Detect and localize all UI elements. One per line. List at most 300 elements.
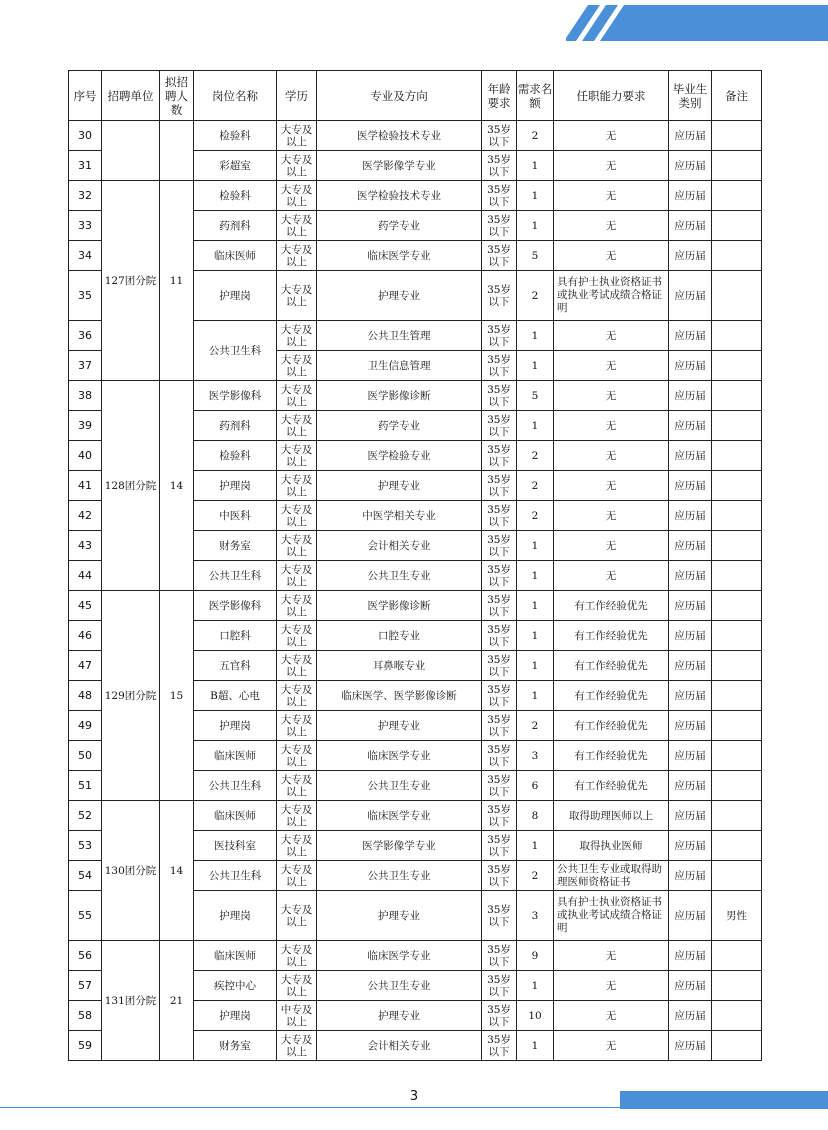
- row-edu: 大专及以上: [277, 411, 317, 441]
- row-seq: 40: [69, 441, 102, 471]
- row-category: 应历届: [669, 501, 712, 531]
- row-unit: 129团分院: [102, 591, 160, 801]
- row-post: 彩超室: [194, 151, 277, 181]
- row-seq: 57: [69, 971, 102, 1001]
- row-requirement: 无: [554, 941, 669, 971]
- row-category: 应历届: [669, 891, 712, 941]
- row-unit: 128团分院: [102, 381, 160, 591]
- row-major: 公共卫生专业: [317, 971, 482, 1001]
- row-post: 财务室: [194, 1031, 277, 1061]
- row-note: [712, 591, 762, 621]
- row-major: 临床医学专业: [317, 801, 482, 831]
- row-edu: 大专及以上: [277, 351, 317, 381]
- row-edu: 大专及以上: [277, 151, 317, 181]
- row-category: 应历届: [669, 211, 712, 241]
- row-post: 临床医师: [194, 741, 277, 771]
- row-unit: 130团分院: [102, 801, 160, 941]
- row-quota: 2: [517, 471, 554, 501]
- row-requirement: 无: [554, 151, 669, 181]
- row-category: 应历届: [669, 121, 712, 151]
- row-edu: 大专及以上: [277, 1031, 317, 1061]
- row-quota: 1: [517, 591, 554, 621]
- row-seq: 30: [69, 121, 102, 151]
- row-edu: 大专及以上: [277, 531, 317, 561]
- header-requirement: 任职能力要求: [554, 71, 669, 121]
- row-seq: 33: [69, 211, 102, 241]
- row-quota: 6: [517, 771, 554, 801]
- row-note: [712, 351, 762, 381]
- row-seq: 51: [69, 771, 102, 801]
- row-edu: 大专及以上: [277, 711, 317, 741]
- row-note: [712, 181, 762, 211]
- row-requirement: 公共卫生专业或取得助理医师资格证书: [554, 861, 669, 891]
- row-edu: 大专及以上: [277, 741, 317, 771]
- row-requirement: 无: [554, 501, 669, 531]
- row-edu: 大专及以上: [277, 801, 317, 831]
- row-requirement: 有工作经验优先: [554, 651, 669, 681]
- row-note: [712, 321, 762, 351]
- row-requirement: 取得执业医师: [554, 831, 669, 861]
- header-edu: 学历: [277, 71, 317, 121]
- row-requirement: 无: [554, 471, 669, 501]
- row-category: 应历届: [669, 471, 712, 501]
- row-requirement: 无: [554, 531, 669, 561]
- row-age: 35岁以下: [482, 1001, 517, 1031]
- footer-rule: [0, 1107, 828, 1108]
- table-row: [69, 381, 762, 411]
- row-major: 医学检验技术专业: [317, 121, 482, 151]
- row-major: 医学影像学专业: [317, 831, 482, 861]
- row-major: 药学专业: [317, 411, 482, 441]
- row-age: 35岁以下: [482, 211, 517, 241]
- row-edu: 大专及以上: [277, 861, 317, 891]
- row-category: 应历届: [669, 711, 712, 741]
- row-quota: 1: [517, 651, 554, 681]
- row-category: 应历届: [669, 411, 712, 441]
- row-post: 护理岗: [194, 891, 277, 941]
- header-age: 年龄要求: [482, 71, 517, 121]
- row-note: [712, 561, 762, 591]
- table-row: [69, 801, 762, 831]
- row-quota: 1: [517, 411, 554, 441]
- row-post: 护理岗: [194, 271, 277, 321]
- row-requirement: 有工作经验优先: [554, 741, 669, 771]
- row-requirement: 有工作经验优先: [554, 591, 669, 621]
- row-count: 11: [160, 181, 194, 381]
- row-edu: 大专及以上: [277, 941, 317, 971]
- row-edu: 大专及以上: [277, 271, 317, 321]
- row-post: B超、心电: [194, 681, 277, 711]
- row-note: [712, 941, 762, 971]
- row-edu: 大专及以上: [277, 681, 317, 711]
- row-seq: 36: [69, 321, 102, 351]
- row-seq: 46: [69, 621, 102, 651]
- row-category: 应历届: [669, 241, 712, 271]
- row-seq: 44: [69, 561, 102, 591]
- row-quota: 3: [517, 891, 554, 941]
- row-seq: 53: [69, 831, 102, 861]
- row-quota: 2: [517, 501, 554, 531]
- row-edu: 大专及以上: [277, 561, 317, 591]
- row-post: 财务室: [194, 531, 277, 561]
- row-note: [712, 621, 762, 651]
- row-category: 应历届: [669, 681, 712, 711]
- row-age: 35岁以下: [482, 471, 517, 501]
- table-body: [69, 121, 762, 1061]
- row-post: 护理岗: [194, 711, 277, 741]
- header-category: 毕业生类别: [669, 71, 712, 121]
- row-note: [712, 771, 762, 801]
- row-seq: 37: [69, 351, 102, 381]
- row-seq: 45: [69, 591, 102, 621]
- row-category: 应历届: [669, 651, 712, 681]
- row-note: [712, 411, 762, 441]
- row-quota: 1: [517, 1031, 554, 1061]
- row-seq: 48: [69, 681, 102, 711]
- row-quota: 3: [517, 741, 554, 771]
- row-major: 临床医学专业: [317, 941, 482, 971]
- row-edu: 大专及以上: [277, 831, 317, 861]
- row-note: [712, 441, 762, 471]
- row-age: 35岁以下: [482, 151, 517, 181]
- row-seq: 55: [69, 891, 102, 941]
- row-count: [160, 121, 194, 181]
- row-major: 会计相关专业: [317, 531, 482, 561]
- row-note: [712, 651, 762, 681]
- row-note: [712, 241, 762, 271]
- row-post: 医技科室: [194, 831, 277, 861]
- row-post: 临床医师: [194, 241, 277, 271]
- row-seq: 35: [69, 271, 102, 321]
- row-age: 35岁以下: [482, 321, 517, 351]
- row-post: 药剂科: [194, 211, 277, 241]
- row-note: [712, 1031, 762, 1061]
- row-seq: 59: [69, 1031, 102, 1061]
- row-note: [712, 121, 762, 151]
- row-note: [712, 531, 762, 561]
- row-quota: 2: [517, 271, 554, 321]
- row-count: 14: [160, 381, 194, 591]
- row-edu: 大专及以上: [277, 971, 317, 1001]
- row-quota: 1: [517, 831, 554, 861]
- row-requirement: 无: [554, 211, 669, 241]
- row-requirement: 无: [554, 241, 669, 271]
- recruitment-table-container: [68, 70, 761, 1061]
- row-post: 医学影像科: [194, 381, 277, 411]
- row-requirement: 有工作经验优先: [554, 621, 669, 651]
- row-major: 护理专业: [317, 471, 482, 501]
- row-requirement: 无: [554, 181, 669, 211]
- row-category: 应历届: [669, 741, 712, 771]
- row-post: 五官科: [194, 651, 277, 681]
- row-quota: 2: [517, 711, 554, 741]
- row-seq: 52: [69, 801, 102, 831]
- recruitment-table: [68, 70, 762, 1061]
- row-edu: 大专及以上: [277, 891, 317, 941]
- header-note: 备注: [712, 71, 762, 121]
- row-category: 应历届: [669, 941, 712, 971]
- row-major: 护理专业: [317, 1001, 482, 1031]
- row-unit: [102, 121, 160, 181]
- row-seq: 56: [69, 941, 102, 971]
- row-note: [712, 471, 762, 501]
- row-category: 应历届: [669, 561, 712, 591]
- row-major: 医学检验专业: [317, 441, 482, 471]
- row-quota: 1: [517, 561, 554, 591]
- row-age: 35岁以下: [482, 681, 517, 711]
- row-major: 会计相关专业: [317, 1031, 482, 1061]
- row-edu: 大专及以上: [277, 321, 317, 351]
- row-edu: 大专及以上: [277, 471, 317, 501]
- row-category: 应历届: [669, 771, 712, 801]
- header-count: 拟招聘人数: [160, 71, 194, 121]
- row-unit: 127团分院: [102, 181, 160, 381]
- row-post: 公共卫生科: [194, 561, 277, 591]
- row-requirement: 无: [554, 971, 669, 1001]
- row-age: 35岁以下: [482, 941, 517, 971]
- row-category: 应历届: [669, 381, 712, 411]
- row-major: 公共卫生专业: [317, 561, 482, 591]
- row-edu: 大专及以上: [277, 181, 317, 211]
- row-seq: 31: [69, 151, 102, 181]
- row-category: 应历届: [669, 831, 712, 861]
- header-unit: 招聘单位: [102, 71, 160, 121]
- row-seq: 50: [69, 741, 102, 771]
- row-category: 应历届: [669, 151, 712, 181]
- row-seq: 32: [69, 181, 102, 211]
- row-note: [712, 861, 762, 891]
- row-quota: 9: [517, 941, 554, 971]
- row-category: 应历届: [669, 351, 712, 381]
- row-age: 35岁以下: [482, 501, 517, 531]
- row-age: 35岁以下: [482, 121, 517, 151]
- row-major: 公共卫生专业: [317, 861, 482, 891]
- row-major: 临床医学专业: [317, 741, 482, 771]
- table-header-row: [69, 71, 762, 121]
- row-edu: 大专及以上: [277, 241, 317, 271]
- row-major: 临床医学、医学影像诊断: [317, 681, 482, 711]
- row-note: [712, 381, 762, 411]
- row-post: 护理岗: [194, 1001, 277, 1031]
- row-major: 口腔专业: [317, 621, 482, 651]
- row-quota: 2: [517, 441, 554, 471]
- row-age: 35岁以下: [482, 861, 517, 891]
- header-major: 专业及方向: [317, 71, 482, 121]
- row-age: 35岁以下: [482, 441, 517, 471]
- row-quota: 1: [517, 971, 554, 1001]
- row-note: [712, 1001, 762, 1031]
- row-category: 应历届: [669, 531, 712, 561]
- row-requirement: 无: [554, 321, 669, 351]
- row-post: 检验科: [194, 441, 277, 471]
- table-row: [69, 181, 762, 211]
- row-note: [712, 971, 762, 1001]
- row-requirement: 无: [554, 1001, 669, 1031]
- row-requirement: 无: [554, 351, 669, 381]
- row-requirement: 有工作经验优先: [554, 771, 669, 801]
- row-major: 医学影像诊断: [317, 381, 482, 411]
- row-category: 应历届: [669, 271, 712, 321]
- row-major: 医学检验技术专业: [317, 181, 482, 211]
- row-post: 护理岗: [194, 471, 277, 501]
- row-quota: 1: [517, 211, 554, 241]
- row-quota: 10: [517, 1001, 554, 1031]
- row-category: 应历届: [669, 441, 712, 471]
- header-post: 岗位名称: [194, 71, 277, 121]
- row-quota: 1: [517, 681, 554, 711]
- row-requirement: 具有护士执业资格证书或执业考试成绩合格证明: [554, 891, 669, 941]
- row-edu: 大专及以上: [277, 381, 317, 411]
- row-requirement: 无: [554, 121, 669, 151]
- row-category: 应历届: [669, 861, 712, 891]
- row-age: 35岁以下: [482, 651, 517, 681]
- header-stripe-decoration: [566, 5, 828, 41]
- row-post: 检验科: [194, 121, 277, 151]
- row-post: 药剂科: [194, 411, 277, 441]
- row-age: 35岁以下: [482, 351, 517, 381]
- row-post: 临床医师: [194, 941, 277, 971]
- row-note: 男性: [712, 891, 762, 941]
- row-post: 公共卫生科: [194, 861, 277, 891]
- row-seq: 42: [69, 501, 102, 531]
- row-category: 应历届: [669, 801, 712, 831]
- row-requirement: 无: [554, 381, 669, 411]
- row-count: 15: [160, 591, 194, 801]
- row-post: 中医科: [194, 501, 277, 531]
- row-quota: 2: [517, 861, 554, 891]
- table-row: [69, 941, 762, 971]
- row-major: 耳鼻喉专业: [317, 651, 482, 681]
- row-note: [712, 271, 762, 321]
- row-edu: 大专及以上: [277, 651, 317, 681]
- header-quota: 需求名额: [517, 71, 554, 121]
- row-note: [712, 501, 762, 531]
- row-quota: 1: [517, 181, 554, 211]
- row-seq: 58: [69, 1001, 102, 1031]
- row-note: [712, 151, 762, 181]
- row-requirement: 取得助理医师以上: [554, 801, 669, 831]
- row-major: 医学影像学专业: [317, 151, 482, 181]
- row-note: [712, 681, 762, 711]
- row-post: 检验科: [194, 181, 277, 211]
- row-category: 应历届: [669, 591, 712, 621]
- row-note: [712, 211, 762, 241]
- row-quota: 5: [517, 241, 554, 271]
- row-age: 35岁以下: [482, 241, 517, 271]
- row-major: 卫生信息管理: [317, 351, 482, 381]
- row-note: [712, 741, 762, 771]
- row-seq: 41: [69, 471, 102, 501]
- row-age: 35岁以下: [482, 531, 517, 561]
- row-major: 医学影像诊断: [317, 591, 482, 621]
- row-note: [712, 831, 762, 861]
- row-quota: 5: [517, 381, 554, 411]
- row-age: 35岁以下: [482, 271, 517, 321]
- row-age: 35岁以下: [482, 971, 517, 1001]
- row-category: 应历届: [669, 181, 712, 211]
- row-age: 35岁以下: [482, 831, 517, 861]
- row-category: 应历届: [669, 1001, 712, 1031]
- row-age: 35岁以下: [482, 801, 517, 831]
- table-row: [69, 121, 762, 151]
- row-age: 35岁以下: [482, 711, 517, 741]
- row-seq: 47: [69, 651, 102, 681]
- row-age: 35岁以下: [482, 181, 517, 211]
- row-requirement: 无: [554, 411, 669, 441]
- row-edu: 大专及以上: [277, 771, 317, 801]
- row-count: 14: [160, 801, 194, 941]
- table-row: [69, 591, 762, 621]
- row-quota: 2: [517, 121, 554, 151]
- row-age: 35岁以下: [482, 561, 517, 591]
- row-category: 应历届: [669, 321, 712, 351]
- row-major: 护理专业: [317, 271, 482, 321]
- row-edu: 大专及以上: [277, 211, 317, 241]
- row-seq: 34: [69, 241, 102, 271]
- row-requirement: 无: [554, 441, 669, 471]
- page-number: 3: [409, 1089, 419, 1104]
- row-age: 35岁以下: [482, 771, 517, 801]
- row-seq: 54: [69, 861, 102, 891]
- row-category: 应历届: [669, 971, 712, 1001]
- row-seq: 43: [69, 531, 102, 561]
- row-post: 口腔科: [194, 621, 277, 651]
- row-major: 公共卫生专业: [317, 771, 482, 801]
- row-requirement: 具有护士执业资格证书或执业考试成绩合格证明: [554, 271, 669, 321]
- row-unit: 131团分院: [102, 941, 160, 1061]
- row-post: 临床医师: [194, 801, 277, 831]
- row-age: 35岁以下: [482, 891, 517, 941]
- row-quota: 1: [517, 531, 554, 561]
- row-category: 应历届: [669, 621, 712, 651]
- row-note: [712, 801, 762, 831]
- row-age: 35岁以下: [482, 741, 517, 771]
- row-seq: 38: [69, 381, 102, 411]
- row-seq: 39: [69, 411, 102, 441]
- row-age: 35岁以下: [482, 591, 517, 621]
- row-requirement: 有工作经验优先: [554, 681, 669, 711]
- header-seq: 序号: [69, 71, 102, 121]
- row-quota: 1: [517, 321, 554, 351]
- row-edu: 大专及以上: [277, 621, 317, 651]
- row-quota: 1: [517, 621, 554, 651]
- row-major: 临床医学专业: [317, 241, 482, 271]
- row-post: 公共卫生科: [194, 771, 277, 801]
- row-age: 35岁以下: [482, 381, 517, 411]
- row-major: 公共卫生管理: [317, 321, 482, 351]
- row-edu: 大专及以上: [277, 121, 317, 151]
- row-major: 护理专业: [317, 711, 482, 741]
- row-post: 公共卫生科: [194, 321, 277, 381]
- row-age: 35岁以下: [482, 1031, 517, 1061]
- row-quota: 8: [517, 801, 554, 831]
- row-quota: 1: [517, 151, 554, 181]
- row-quota: 1: [517, 351, 554, 381]
- row-requirement: 无: [554, 561, 669, 591]
- row-major: 药学专业: [317, 211, 482, 241]
- row-major: 护理专业: [317, 891, 482, 941]
- row-age: 35岁以下: [482, 411, 517, 441]
- row-edu: 中专及以上: [277, 1001, 317, 1031]
- row-count: 21: [160, 941, 194, 1061]
- row-requirement: 无: [554, 1031, 669, 1061]
- row-major: 中医学相关专业: [317, 501, 482, 531]
- row-edu: 大专及以上: [277, 441, 317, 471]
- row-post: 疾控中心: [194, 971, 277, 1001]
- row-post: 医学影像科: [194, 591, 277, 621]
- row-requirement: 有工作经验优先: [554, 711, 669, 741]
- row-seq: 49: [69, 711, 102, 741]
